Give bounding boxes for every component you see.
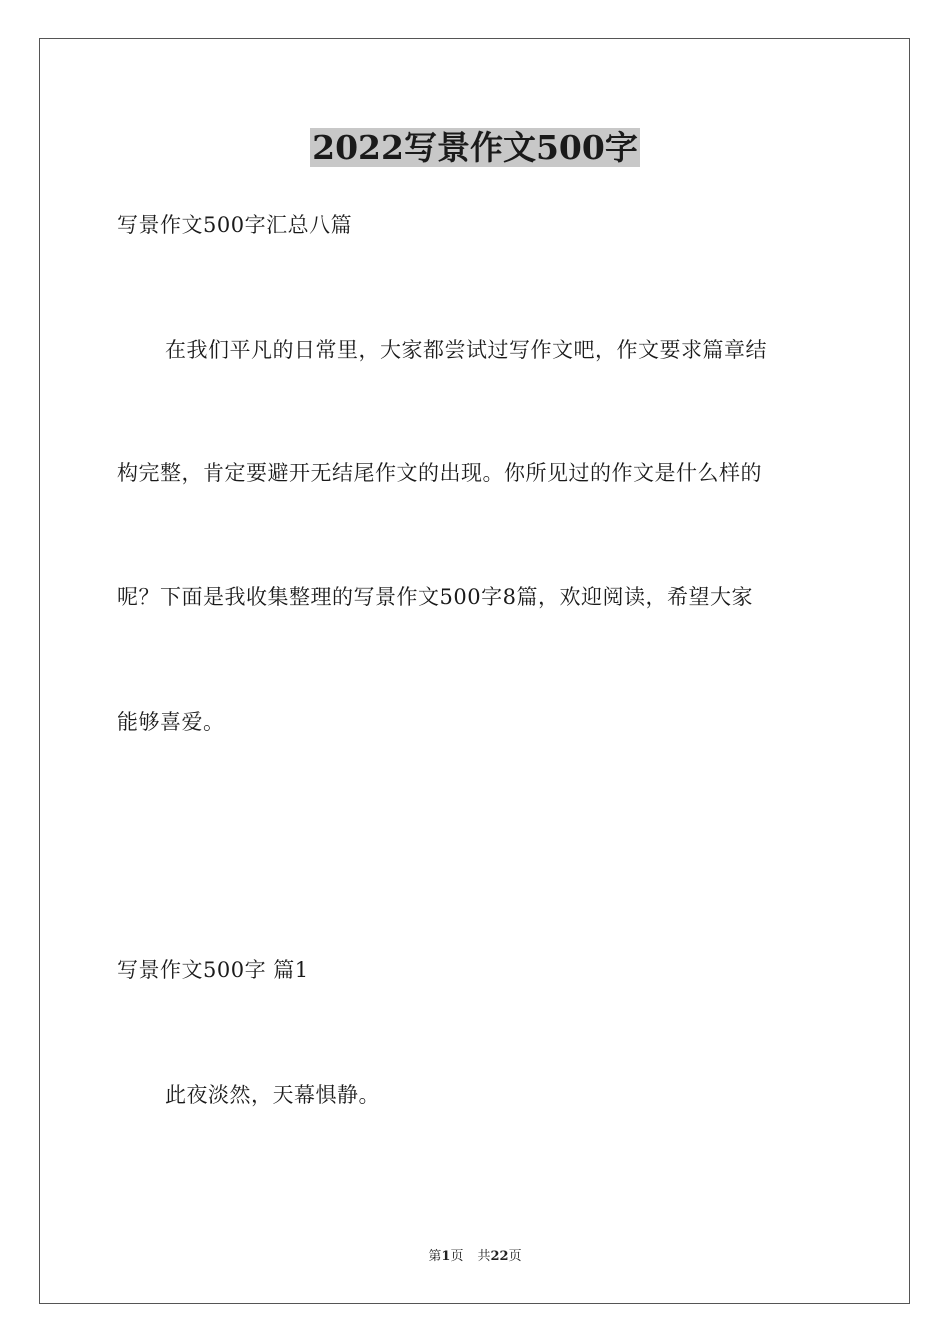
footer-page-suffix: 页 bbox=[450, 1249, 464, 1264]
document-title-text: 2022写景作文500字 bbox=[312, 128, 638, 167]
intro-line-2: 构完整，肯定要避开无结尾作文的出现。你所见过的作文是什么样的 bbox=[117, 461, 762, 485]
intro-line-4: 能够喜爱。 bbox=[117, 710, 225, 734]
document-title bbox=[0, 126, 950, 170]
footer-page-prefix: 第 bbox=[428, 1249, 442, 1264]
page-footer bbox=[0, 1248, 950, 1266]
footer-total-prefix: 共 bbox=[477, 1249, 491, 1264]
intro-line-1: 在我们平凡的日常里，大家都尝试过写作文吧，作文要求篇章结 bbox=[165, 338, 767, 362]
document-subtitle: 写景作文500字汇总八篇 bbox=[117, 213, 353, 237]
intro-line-3: 呢？下面是我收集整理的写景作文500字8篇，欢迎阅读，希望大家 bbox=[117, 585, 753, 609]
footer-total-pages: 22 bbox=[490, 1249, 509, 1264]
footer-total-suffix: 页 bbox=[508, 1249, 522, 1264]
section-heading: 写景作文500字 篇1 bbox=[117, 958, 309, 982]
footer-page-number: 1 bbox=[441, 1249, 451, 1264]
section-first-line: 此夜淡然，天幕惧静。 bbox=[165, 1083, 380, 1107]
